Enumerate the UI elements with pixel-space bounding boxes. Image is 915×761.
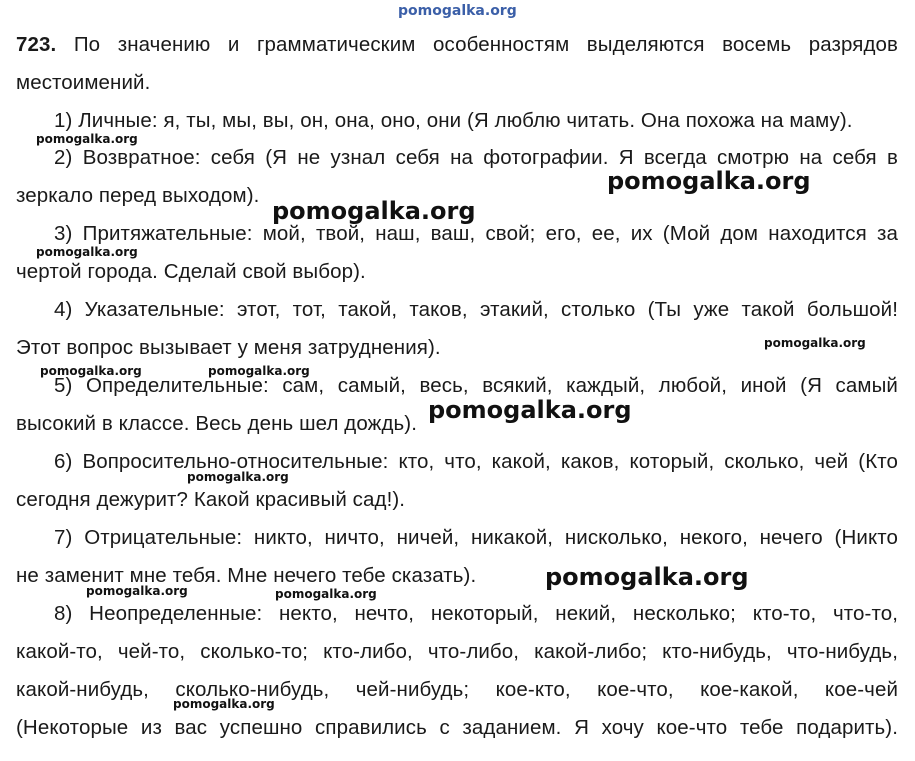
watermark: pomogalka.org (36, 245, 138, 259)
watermark: pomogalka.org (275, 587, 377, 601)
exercise-number: 723. (16, 33, 57, 56)
watermark: pomogalka.org (86, 584, 188, 598)
item-7-line: 7) Отрицательные: никто, ничто, ничей, никакой, нисколько, некого, нечего (Никто (54, 526, 898, 549)
item-5-line: 5) Определительные: сам, самый, весь, всякий, каждый, любой, иной (Я самый (54, 374, 898, 397)
watermark: pomogalka.org (36, 132, 138, 146)
item-3-line: 3) Притяжательные: мой, твой, наш, ваш, свой; его, ее, их (Мой дом находится за (54, 222, 898, 245)
watermark: pomogalka.org (398, 3, 517, 19)
intro-line: 723. По значению и грамматическим особенностям выделяются восемь разрядов (16, 33, 899, 56)
watermark: pomogalka.org (173, 697, 275, 711)
item-8-line: (Некоторые из вас успешно справились с заданием. Я хочу кое-что тебе подарить). (16, 716, 898, 739)
watermark: pomogalka.org (764, 336, 866, 350)
watermark: pomogalka.org (272, 197, 476, 225)
watermark: pomogalka.org (208, 364, 310, 378)
item-2-line: 2) Возвратное: себя (Я не узнал себя на фотографии. Я всегда смотрю на себя в (54, 146, 898, 169)
item-5-line: высокий в классе. Весь день шел дождь). (16, 412, 418, 435)
watermark: pomogalka.org (40, 364, 142, 378)
item-4-line: 4) Указательные: этот, тот, такой, таков, этакий, столько (Ты уже такой большой! (54, 298, 898, 321)
item-7-line: не заменит мне тебя. Мне нечего тебе сказать). (16, 564, 477, 587)
watermark: pomogalka.org (607, 167, 811, 195)
item-6-line: сегодня дежурит? Какой красивый сад!). (16, 488, 406, 511)
item-3-line: чертой города. Сделай свой выбор). (16, 260, 366, 283)
item-2-line: зеркало перед выходом). (16, 184, 260, 207)
item-8-line: 8) Неопределенные: некто, нечто, некоторый, некий, несколько; кто-то, что-то, (54, 602, 898, 625)
item-8-line: какой-то, чей-то, сколько-то; кто-либо, что-либо, какой-либо; кто-нибудь, что-нибудь, (16, 640, 898, 663)
watermark: pomogalka.org (187, 470, 289, 484)
item-1-line: 1) Личные: я, ты, мы, вы, он, она, оно, они (Я люблю читать. Она похожа на маму). (54, 109, 853, 132)
item-6-line: 6) Вопросительно-относительные: кто, что, какой, каков, который, сколько, чей (Кто (54, 450, 898, 473)
item-4-line: Этот вопрос вызывает у меня затруднения). (16, 336, 441, 359)
intro-line: местоимений. (16, 71, 151, 94)
watermark: pomogalka.org (428, 396, 632, 424)
item-8-line: какой-нибудь, сколько-нибудь, чей-нибудь; кое-кто, кое-что, кое-какой, кое-чей (16, 678, 898, 701)
watermark: pomogalka.org (545, 563, 749, 591)
